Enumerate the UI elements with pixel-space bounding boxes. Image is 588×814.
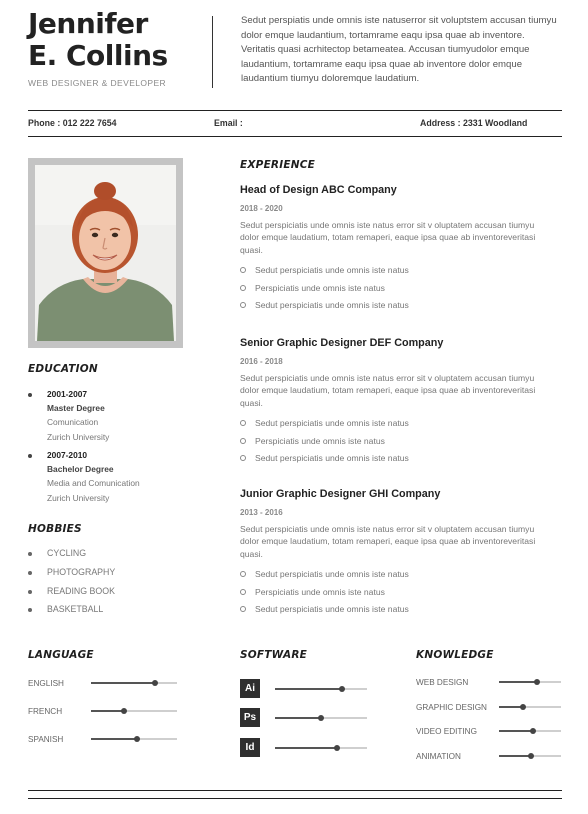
job-bullet (240, 300, 562, 318)
education-field: Comunication (47, 417, 99, 427)
education-item (28, 450, 208, 506)
photoshop-icon: Ps (240, 708, 260, 727)
bullet-dot-icon (28, 552, 32, 556)
skill-track (499, 730, 561, 732)
job-title: Head of Design ABC Company (240, 184, 397, 196)
language-skill (28, 705, 178, 719)
portrait-photo (35, 165, 176, 341)
circle-bullet-icon (240, 438, 246, 444)
contact-phone: Phone : 012 222 7654 (28, 118, 117, 128)
skill-knob (339, 686, 345, 692)
skill-fill (499, 755, 531, 757)
skill-knob (318, 715, 324, 721)
education-school: Zurich University (47, 432, 110, 442)
illustrator-icon: Ai (240, 679, 260, 698)
education-title: EDUCATION (28, 363, 98, 375)
skill-knob (520, 704, 526, 710)
skill-knob (152, 680, 158, 686)
circle-bullet-icon (240, 455, 246, 461)
job-bullet-list (240, 418, 562, 471)
experience-title: EXPERIENCE (240, 159, 315, 171)
experience-job (240, 488, 562, 622)
skill-label: SPANISH (28, 735, 64, 744)
language-title: LANGUAGE (28, 649, 94, 661)
education-school: Zurich University (47, 493, 110, 503)
job-years: 2013 - 2016 (240, 508, 283, 517)
skill-fill (275, 717, 321, 719)
job-description: Sedut perspiciatis unde omnis iste natus error sit v oluptatem accusan tiumyu dolor emque laudatium, totam remaperi, eaque ipsa quae ab inventoreveritasi quasi. (240, 373, 536, 408)
name-block (28, 8, 208, 88)
job-years: 2016 - 2018 (240, 357, 283, 366)
education-item (28, 389, 208, 445)
skill-fill (91, 738, 137, 740)
job-bullet (240, 604, 562, 622)
skill-track (499, 681, 561, 683)
name-last: E. Collins (28, 39, 168, 72)
skill-label: ENGLISH (28, 679, 64, 688)
contact-address: Address : 2331 Woodland (420, 118, 528, 128)
education-years: 2007-2010 (47, 450, 88, 460)
job-bullet (240, 418, 562, 436)
job-description: Sedut perspiciatis unde omnis iste natus error sit v oluptatem accusan tiumyu dolor emque laudatium, totam remaperi, eaque ipsa quae ab inventoreveritasi quasi. (240, 220, 536, 255)
hobby-label: BASKETBALL (47, 604, 104, 614)
job-bullet-text: Sedut perspiciatis unde omnis iste natus (255, 604, 409, 615)
bullet-dot-icon (28, 590, 32, 594)
skill-track (499, 706, 561, 708)
skill-fill (499, 730, 533, 732)
skill-track (91, 710, 177, 712)
software-skill (240, 679, 368, 699)
knowledge-title: KNOWLEDGE (416, 649, 494, 661)
skill-track (275, 688, 367, 690)
job-title: Senior Graphic Designer DEF Company (240, 337, 444, 349)
skill-knob (528, 753, 534, 759)
knowledge-skill (416, 701, 562, 715)
job-bullet (240, 453, 562, 471)
job-bullet (240, 569, 562, 587)
skill-track (91, 738, 177, 740)
indesign-icon: Id (240, 738, 260, 757)
intro-text: Sedut perspiatis unde omnis iste natuserror sit voluptstem accusan tiumyu dolor emque laudantium, tortamrame eaqu ipsa quae ab inventore. Veritatis quasi acrhitectop betameatea. Accusan tiumyudolor emque laudantium, tortamrame eaqu ipsa quae ab inventore dolor emque laudantium tiumyu doloremque laudatium. (241, 15, 557, 85)
knowledge-skill (416, 750, 562, 764)
job-bullet-text: Sedut perspiciatis unde omnis iste natus (255, 569, 409, 580)
circle-bullet-icon (240, 589, 246, 595)
skill-knob (134, 736, 140, 742)
hobby-label: READING BOOK (47, 586, 115, 596)
skill-track (275, 717, 367, 719)
header-divider (212, 16, 213, 88)
language-skill (28, 733, 178, 747)
job-years: 2018 - 2020 (240, 204, 283, 213)
software-title: SOFTWARE (240, 649, 308, 661)
job-bullet-text: Perspiciatis unde omnis iste natus (255, 586, 385, 597)
circle-bullet-icon (240, 267, 246, 273)
skill-fill (275, 747, 337, 749)
job-title: Junior Graphic Designer GHI Company (240, 488, 441, 500)
job-bullet-list (240, 569, 562, 622)
knowledge-skill (416, 725, 562, 739)
skill-knob (530, 728, 536, 734)
skill-track (499, 755, 561, 757)
education-degree: Master Degree (47, 403, 105, 413)
skill-knob (334, 745, 340, 751)
skill-fill (275, 688, 342, 690)
circle-bullet-icon (240, 606, 246, 612)
job-bullet-list (240, 265, 562, 318)
skill-label: GRAPHIC DESIGN (416, 703, 487, 712)
hobby-label: PHOTOGRAPHY (47, 567, 116, 577)
bullet-dot-icon (28, 608, 32, 612)
bullet-dot-icon (28, 454, 32, 458)
software-skill (240, 708, 368, 728)
job-bullet (240, 283, 562, 301)
circle-bullet-icon (240, 420, 246, 426)
circle-bullet-icon (240, 571, 246, 577)
skill-fill (91, 682, 155, 684)
knowledge-skill (416, 676, 562, 690)
photo-frame (28, 158, 183, 348)
job-bullet-text: Sedut perspiciatis unde omnis iste natus (255, 265, 409, 276)
job-bullet-text: Sedut perspiciatis unde omnis iste natus (255, 453, 409, 464)
skill-knob (121, 708, 127, 714)
skill-label: VIDEO EDITING (416, 727, 477, 736)
bullet-dot-icon (28, 571, 32, 575)
job-bullet (240, 265, 562, 283)
footer-rule-bottom (28, 798, 562, 799)
language-skill (28, 677, 178, 691)
bullet-dot-icon (28, 393, 32, 397)
skill-label: FRENCH (28, 707, 63, 716)
contact-email: Email : (214, 118, 243, 128)
name-first: Jennifer (28, 7, 148, 40)
software-skill (240, 738, 368, 758)
contact-bottom-rule (28, 136, 562, 137)
education-degree: Bachelor Degree (47, 464, 114, 474)
job-description: Sedut perspiciatis unde omnis iste natus error sit v oluptatem accusan tiumyu dolor emque laudatium, totam remaperi, eaque ipsa quae ab inventoreveritasi quasi. (240, 524, 536, 559)
contact-top-rule (28, 110, 562, 111)
job-bullet-text: Sedut perspiciatis unde omnis iste natus (255, 418, 409, 429)
education-years: 2001-2007 (47, 389, 88, 399)
job-bullet (240, 436, 562, 454)
portrait-illustration (35, 165, 176, 341)
skill-track (91, 682, 177, 684)
job-bullet-text: Sedut perspiciatis unde omnis iste natus (255, 300, 409, 311)
job-bullet (240, 587, 562, 605)
skill-knob (534, 679, 540, 685)
skill-fill (91, 710, 124, 712)
skill-track (275, 747, 367, 749)
footer-rule-top (28, 790, 562, 791)
experience-job (240, 184, 562, 318)
circle-bullet-icon (240, 285, 246, 291)
job-role: WEB DESIGNER & DEVELOPER (28, 78, 167, 88)
hobby-label: CYCLING (47, 548, 87, 558)
skill-label: ANIMATION (416, 752, 461, 761)
skill-fill (499, 681, 537, 683)
experience-job (240, 337, 562, 471)
job-bullet-text: Perspiciatis unde omnis iste natus (255, 435, 385, 446)
hobbies-title: HOBBIES (28, 523, 82, 535)
skill-label: WEB DESIGN (416, 678, 469, 687)
circle-bullet-icon (240, 302, 246, 308)
job-bullet-text: Perspiciatis unde omnis iste natus (255, 282, 385, 293)
education-field: Media and Comunication (47, 478, 140, 488)
